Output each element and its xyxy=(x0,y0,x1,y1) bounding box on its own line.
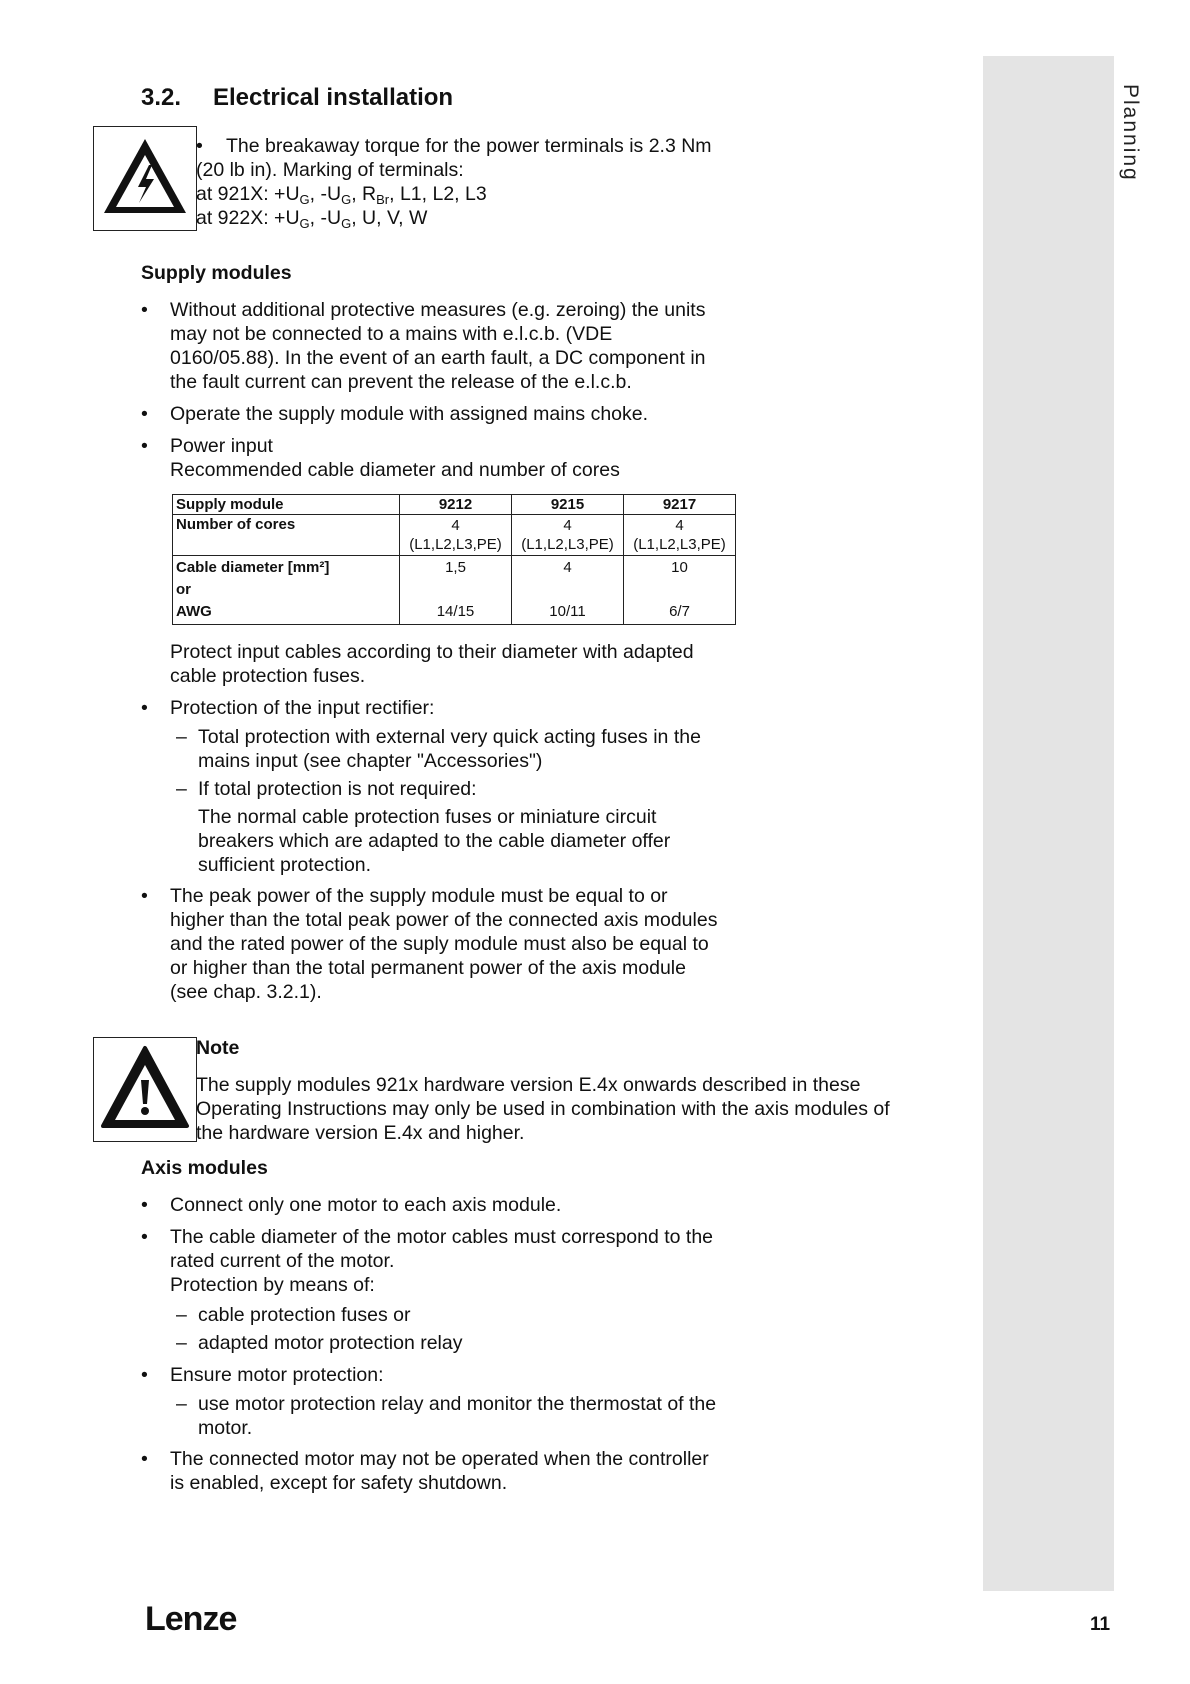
dash-icon: – xyxy=(176,1304,187,1326)
caution-box xyxy=(93,1037,197,1142)
protect-cables-text: Protect input cables according to their diameter with adapted cable protection fuses. xyxy=(170,641,694,687)
section-heading xyxy=(141,84,453,112)
list-item: • Connect only one motor to each axis module. xyxy=(141,1194,562,1216)
bullet-icon: • xyxy=(141,1194,148,1216)
list-item: • Ensure motor protection: xyxy=(141,1364,384,1386)
section-number: 3.2. xyxy=(141,84,182,111)
torque-warning-text: • The breakaway torque for the power terminals is 2.3 Nm (20 lb in). Marking of terminals: at 921X: $+U_G$, $-U_G$, $R_{Br}$, L1, L2, L3 at 922X: $+U_G$, $-U_G$, U, V, W xyxy=(196,135,712,231)
electric-hazard-icon xyxy=(94,127,196,230)
dash-icon: – xyxy=(176,778,187,800)
section-title: Electrical installation xyxy=(213,84,454,111)
lenze-logo: Lenze xyxy=(145,1600,237,1638)
axis-modules-heading: Axis modules xyxy=(141,1157,268,1179)
list-item: • The cable diameter of the motor cables must correspond to the rated current of the motor. Protection by means of: xyxy=(141,1226,714,1296)
sub-list-item: – If total protection is not required: xyxy=(176,778,477,800)
dash-icon: – xyxy=(176,1393,187,1415)
sub-list-item: – use motor protection relay and monitor the thermostat of the motor. xyxy=(176,1393,717,1439)
bullet-icon: • xyxy=(141,403,148,425)
terminal-marking-921x: at 921X: $+U_G$, $-U_G$, $R_{Br}$, L1, L2, L3 xyxy=(196,183,487,207)
section-tab-label: Planning xyxy=(1119,84,1142,182)
list-item: • Without additional protective measures (e.g. zeroing) the units may not be connected to a mains with e.l.c.b. (VDE 0160/05.88). In the event of an earth fault, a DC component in the fault current can prevent the release of the e.l.c.b. xyxy=(141,299,706,393)
no-total-protection-text: The normal cable protection fuses or miniature circuit breakers which are adapted to the cable diameter offer sufficient protection. xyxy=(198,806,671,876)
list-item: • Protection of the input rectifier: xyxy=(141,697,435,719)
table-row: Number of cores 4 (L1,L2,L3,PE) 4 (L1,L2,L3,PE) 4 (L1,L2,L3,PE) xyxy=(173,515,736,556)
bullet-icon: • xyxy=(141,1364,148,1386)
bullet-icon: • xyxy=(141,435,148,457)
dash-icon: – xyxy=(176,1332,187,1354)
table-row: Cable diameter [mm²] or AWG 1,5 14/15 4 10/11 10 6/7 xyxy=(173,556,736,625)
list-item: • The connected motor may not be operated when the controller is enabled, except for safety shutdown. xyxy=(141,1448,709,1494)
note-text: The supply modules 921x hardware version E.4x onwards described in these Operating Instructions may only be used in combination with the axis modules of the hardware version E.4x and higher. xyxy=(196,1074,890,1144)
electric-hazard-box xyxy=(93,126,197,231)
supply-modules-heading: Supply modules xyxy=(141,262,292,284)
dash-icon: – xyxy=(176,726,187,748)
caution-icon xyxy=(94,1038,196,1141)
table-row: Supply module 9212 9215 9217 xyxy=(173,495,736,515)
bullet-icon: • xyxy=(141,1448,148,1470)
terminal-marking-922x: at 922X: $+U_G$, $-U_G$, U, V, W xyxy=(196,207,428,231)
list-item: • The peak power of the supply module must be equal to or higher than the total peak power of the connected axis modules and the rated power of the suply module must also be equal to or higher than the total permanent power of the axis module (see chap. 3.2.1). xyxy=(141,885,718,1003)
note-title: Note xyxy=(196,1037,240,1059)
list-item: • Power input Recommended cable diameter and number of cores xyxy=(141,435,620,481)
sub-list-item: – Total protection with external very quick acting fuses in the mains input (see chapter "Accessories") xyxy=(176,726,701,772)
bullet-icon: • xyxy=(141,1226,148,1248)
bullet-icon: • xyxy=(141,885,148,907)
page-number: 11 xyxy=(1090,1614,1111,1635)
sub-list-item: – cable protection fuses or xyxy=(176,1304,411,1326)
bullet-icon: • xyxy=(141,299,148,321)
cable-spec-table xyxy=(172,494,736,625)
bullet-icon: • xyxy=(141,697,148,719)
sub-list-item: – adapted motor protection relay xyxy=(176,1332,463,1354)
list-item: • Operate the supply module with assigned mains choke. xyxy=(141,403,649,425)
bullet-icon: • xyxy=(196,135,203,157)
side-margin-band xyxy=(983,56,1114,1591)
